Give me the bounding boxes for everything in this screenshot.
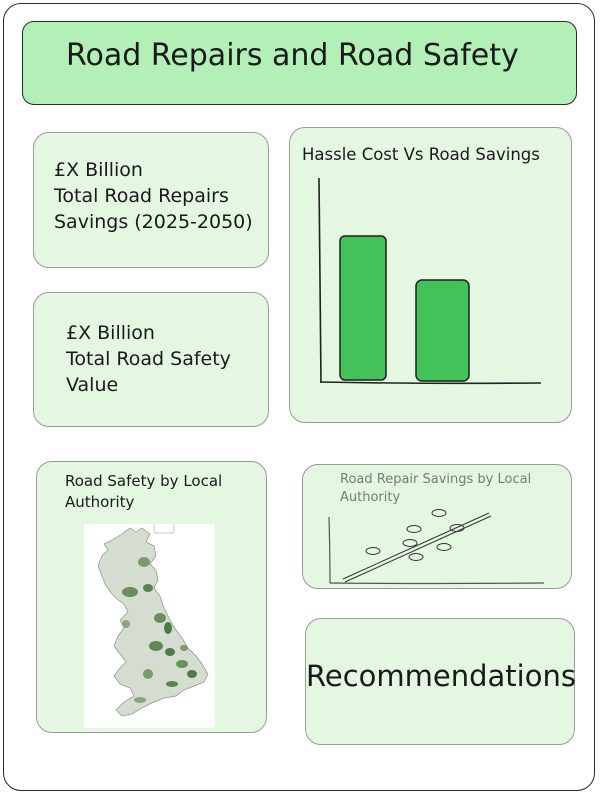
kpi-label: Savings (2025-2050)	[54, 211, 253, 233]
scatter-title: Authority	[340, 490, 401, 505]
kpi-card-road-safety	[33, 292, 269, 427]
bar-chart	[290, 128, 573, 424]
map-title: Authority	[65, 493, 135, 511]
scatter-plot	[303, 465, 573, 590]
x-axis-line	[330, 583, 544, 584]
bar-chart-title: Hassle Cost Vs Road Savings	[302, 145, 540, 164]
title-banner	[22, 21, 577, 105]
kpi-label: Total Road Repairs	[54, 185, 229, 207]
scatter-point	[409, 554, 423, 561]
x-axis-line	[320, 382, 541, 383]
scatter-title: Road Repair Savings by Local	[340, 472, 532, 487]
scatter-point	[403, 540, 417, 547]
recommendations-card[interactable]	[305, 618, 575, 745]
scatter-point	[366, 548, 380, 555]
kpi-value: £X Billion	[54, 159, 143, 181]
great-britain-shape	[98, 528, 208, 716]
scatter-point	[437, 544, 451, 551]
y-axis-line	[329, 517, 330, 583]
kpi-label: Total Road Safety	[66, 348, 231, 370]
scatter-point	[432, 510, 446, 517]
map-title: Road Safety by Local	[65, 472, 223, 490]
bar-chart-panel	[289, 127, 572, 423]
kpi-value: £X Billion	[66, 322, 155, 344]
bar-hassle-cost	[340, 236, 386, 380]
bar-road-savings	[416, 280, 469, 381]
kpi-label: Value	[66, 374, 119, 396]
y-axis-line	[319, 178, 321, 383]
scatter-point	[407, 526, 421, 533]
scatter-panel	[302, 464, 572, 589]
uk-map	[84, 524, 215, 728]
page-title: Road Repairs and Road Safety	[66, 38, 519, 73]
recommendations-label: Recommendations	[306, 659, 576, 693]
trend-line	[343, 513, 489, 579]
kpi-card-road-repairs	[33, 132, 269, 268]
